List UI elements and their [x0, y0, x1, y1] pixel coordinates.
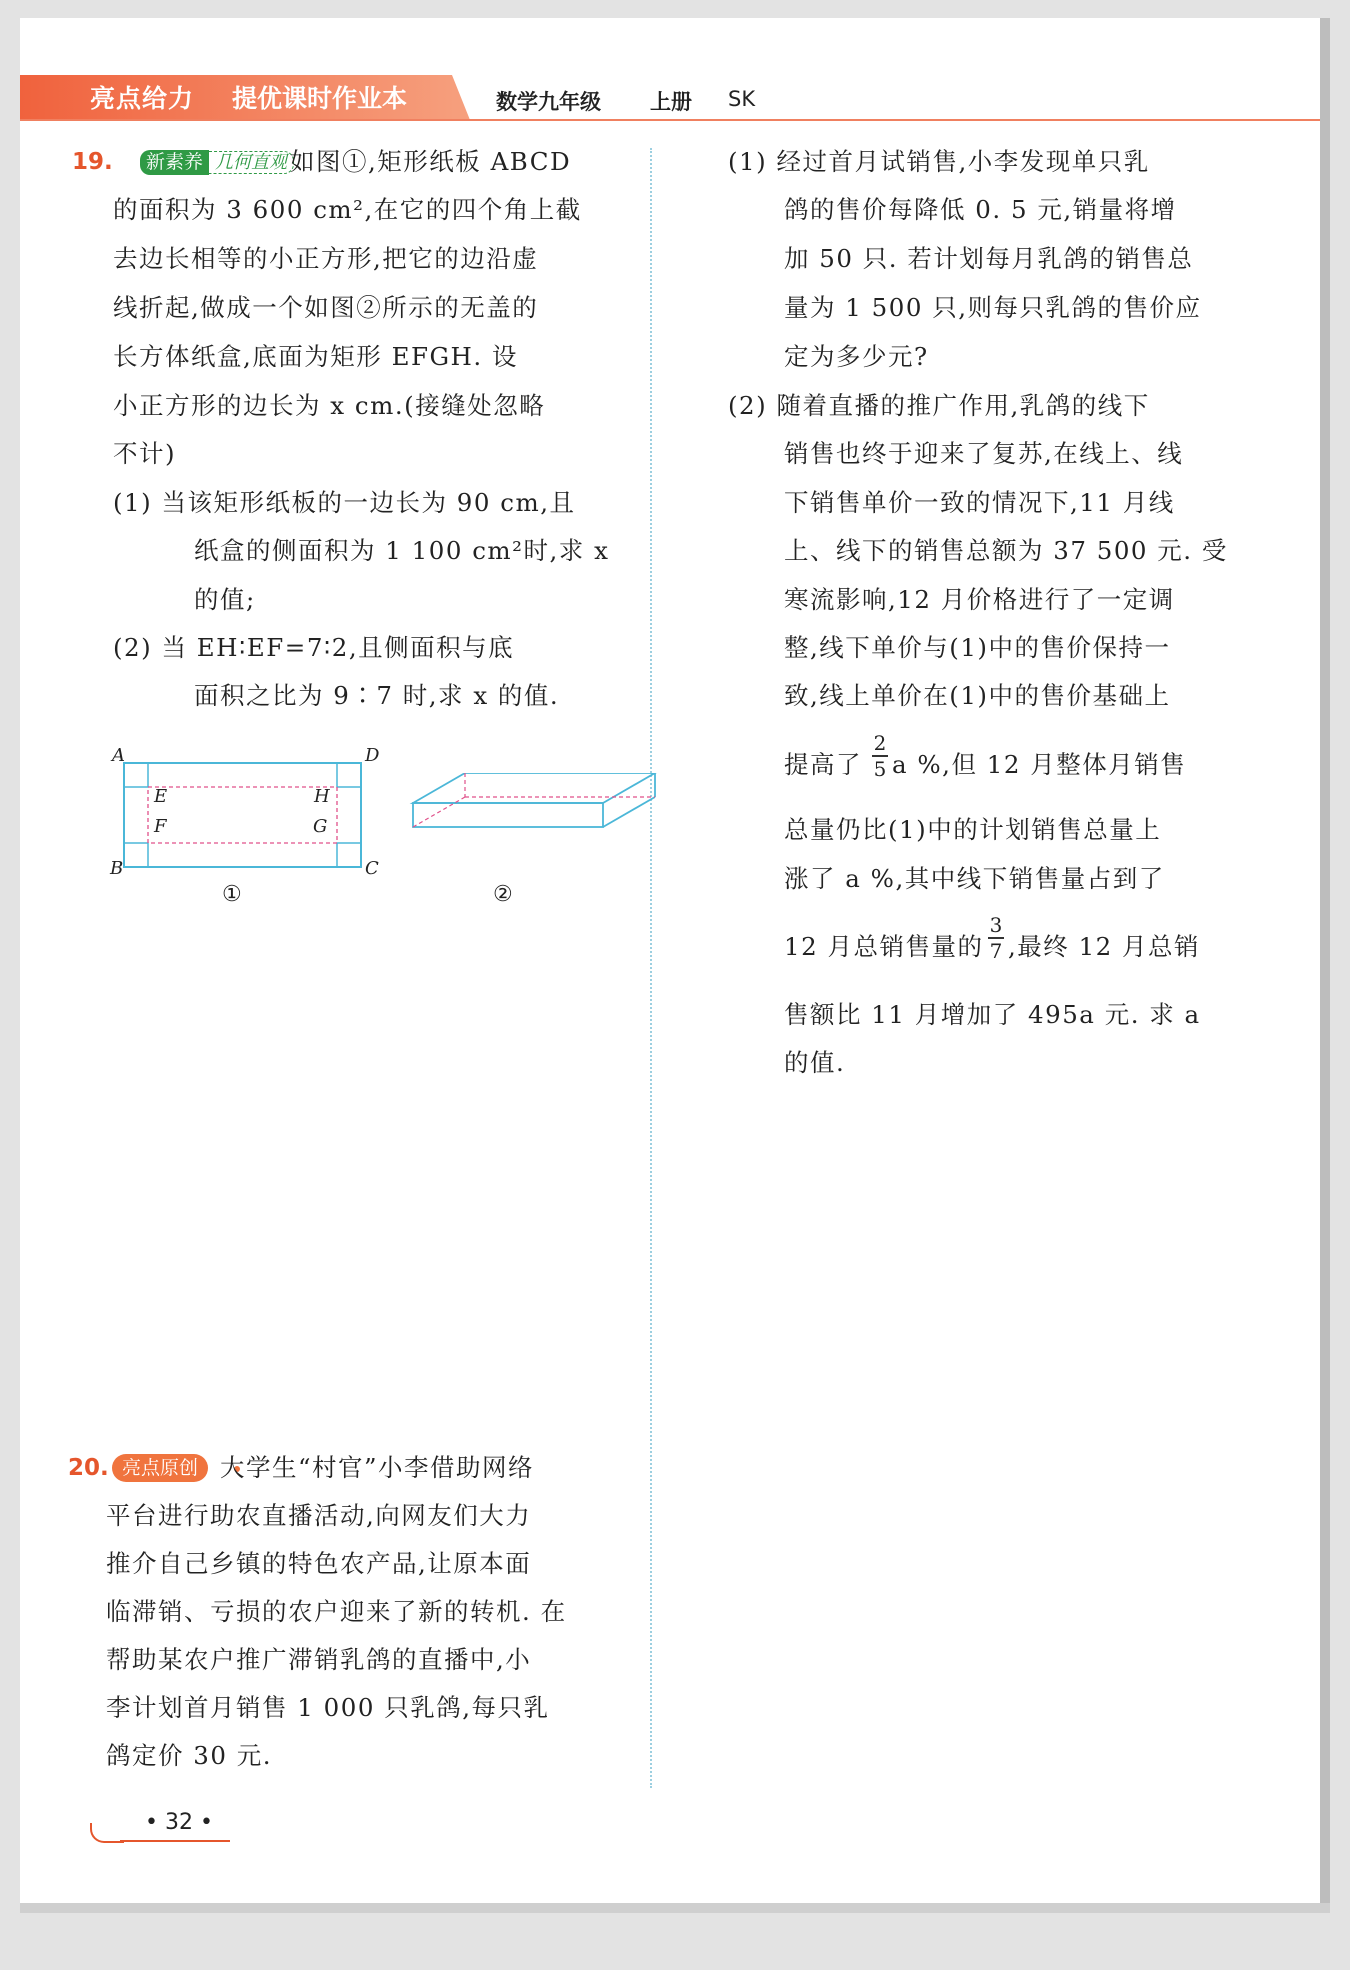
- fraction-denominator: 5: [873, 756, 887, 781]
- q19-line: 小正方形的边长为 x cm.(接缝处忽略: [113, 391, 546, 420]
- header-brand: 亮点给力: [90, 84, 195, 113]
- q20-line: 鸽定价 30 元.: [106, 1741, 273, 1770]
- q20-part1-line: (1) 经过首月试销售,小李发现单只乳: [728, 147, 1150, 176]
- q20-line: 帮助某农户推广滞销乳鸽的直播中,小: [106, 1645, 532, 1674]
- q19-part2-line: (2) 当 EH∶EF=7∶2,且侧面积与底: [113, 633, 515, 662]
- q19-line: 的面积为 3 600 cm²,在它的四个角上截: [113, 195, 582, 224]
- q20-line: 推介自己乡镇的特色农产品,让原本面: [106, 1549, 532, 1578]
- page-bottom-shadow: [20, 1903, 1330, 1913]
- q19-line: 线折起,做成一个如图②所示的无盖的: [113, 293, 539, 322]
- figure-label: B: [110, 858, 124, 879]
- q19-line: 去边长相等的小正方形,把它的边沿虚: [113, 244, 539, 273]
- fraction-numerator: 2: [873, 731, 887, 755]
- page: [20, 18, 1320, 1903]
- q20-part2-fraction-line-a-rest: a %,但 12 月整体月销售: [892, 750, 1187, 779]
- q20-line: 平台进行助农直播活动,向网友们大力: [106, 1501, 532, 1530]
- q20-part2-fraction-line-a: 提高了: [784, 750, 862, 779]
- q20-line: 李计划首月销售 1 000 只乳鸽,每只乳: [106, 1693, 550, 1722]
- q19-line: 长方体纸盒,底面为矩形 EFGH. 设: [113, 342, 518, 371]
- question-20-badge: 亮点原创: [112, 1454, 208, 1482]
- header-subject: 数学九年级: [496, 90, 601, 114]
- figure-label: E: [154, 786, 168, 807]
- header-volume: 上册: [650, 90, 692, 114]
- q20-part2-line: 整,线下单价与(1)中的售价保持一: [784, 633, 1171, 662]
- q19-part1-line: 的值;: [194, 585, 256, 614]
- fraction-three-sevenths: [988, 914, 1004, 962]
- figure-2-caption: ②: [493, 882, 513, 907]
- q19-line: 不计): [113, 439, 177, 468]
- q19-part2-line: 面积之比为 9∶7 时,求 x 的值.: [194, 681, 560, 710]
- page-number: • 32 •: [145, 1810, 213, 1835]
- question-19-badge: [140, 150, 294, 175]
- q20-line: 大学生“村官”小李借助网络: [220, 1453, 535, 1482]
- column-divider: [650, 148, 652, 1788]
- fraction-denominator: 7: [989, 938, 1003, 963]
- header-divider: [20, 119, 1320, 121]
- figure-label: A: [112, 745, 125, 766]
- fraction-numerator: 3: [989, 913, 1003, 937]
- figure-2-box-diagram: [405, 773, 665, 863]
- header-book-title: 提优课时作业本: [232, 84, 408, 113]
- q20-part2-line: (2) 随着直播的推广作用,乳鸽的线下: [728, 391, 1150, 420]
- q20-part1-line: 定为多少元?: [784, 342, 929, 371]
- q20-line: 临滞销、亏损的农户迎来了新的转机. 在: [106, 1597, 567, 1626]
- q20-part2-line: 总量仍比(1)中的计划销售总量上: [784, 815, 1162, 844]
- q20-part2-line: 涨了 a %,其中线下销售量占到了: [784, 864, 1165, 893]
- q20-part2-line: 下销售单价一致的情况下,11 月线: [784, 488, 1175, 517]
- q19-part1-line: 纸盒的侧面积为 1 100 cm²时,求 x: [194, 536, 610, 565]
- q20-part2-line: 的值.: [784, 1048, 846, 1077]
- q20-part2-line: 上、线下的销售总额为 37 500 元. 受: [784, 536, 1228, 565]
- fraction-two-fifths: [872, 732, 888, 780]
- page-number-underline: [120, 1840, 230, 1842]
- q20-part2-line: 销售也终于迎来了复苏,在线上、线: [784, 439, 1184, 468]
- figure-label: D: [365, 745, 380, 766]
- badge-new-literacy: 新素养: [140, 150, 209, 175]
- q20-part1-line: 鸽的售价每降低 0. 5 元,销量将增: [784, 195, 1177, 224]
- figure-1-caption: ①: [222, 882, 242, 907]
- q20-part1-line: 量为 1 500 只,则每只乳鸽的售价应: [784, 293, 1202, 322]
- page-edge-shadow: [1320, 18, 1330, 1903]
- q20-part2-line: 致,线上单价在(1)中的售价基础上: [784, 681, 1171, 710]
- question-19-number: 19.: [72, 149, 113, 175]
- page-number-ornament: [90, 1823, 124, 1843]
- question-20-number: 20.: [68, 1455, 109, 1481]
- q20-part2-fraction-line-b-rest: ,最终 12 月总销: [1008, 932, 1201, 961]
- q20-part2-line: 售额比 11 月增加了 495a 元. 求 a: [784, 1000, 1201, 1029]
- figure-label: H: [314, 786, 330, 807]
- q19-part1-line: (1) 当该矩形纸板的一边长为 90 cm,且: [113, 488, 576, 517]
- q20-part2-line: 寒流影响,12 月价格进行了一定调: [784, 585, 1175, 614]
- badge-geometry-intuition: 几何直观: [209, 151, 294, 174]
- q19-line: 如图①,矩形纸板 ABCD: [290, 147, 572, 176]
- figure-label: C: [365, 858, 379, 879]
- header-edition: SK: [728, 87, 756, 111]
- q20-part1-line: 加 50 只. 若计划每月乳鸽的销售总: [784, 244, 1194, 273]
- figure-label: F: [154, 816, 167, 837]
- q20-part2-fraction-line-b: 12 月总销售量的: [784, 932, 984, 961]
- figure-label: G: [313, 816, 328, 837]
